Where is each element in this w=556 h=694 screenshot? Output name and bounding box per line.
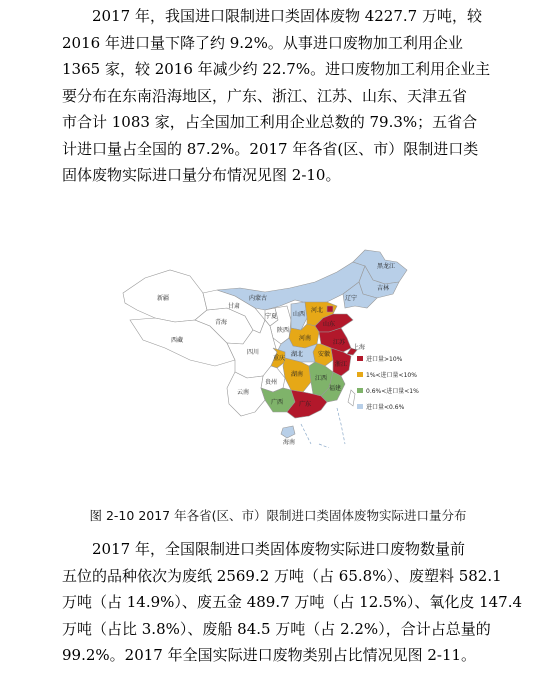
legend-swatch	[357, 356, 363, 361]
text-line: 2017 年，全国限制进口类固体废物实际进口废物数量前	[92, 540, 465, 558]
paragraph-1	[62, 3, 492, 189]
text-line: 万吨（占比 3.8%）、废船 84.5 万吨（占 2.2%），合计占总量的	[62, 619, 491, 638]
text-line: 计进口量占全国的 87.2%。2017 年各省(区、市）限制进口类	[62, 139, 479, 158]
legend-swatch	[357, 388, 363, 393]
label-jiangxi: 江西	[315, 375, 328, 382]
legend-label: 进口量>10%	[366, 356, 403, 363]
label-liaoning: 辽宁	[345, 295, 358, 302]
text-line: 万吨（占 14.9%）、废五金 489.7 万吨（占 12.5%）、氧化皮 147.4	[62, 593, 523, 611]
label-hubei: 湖北	[291, 351, 304, 358]
legend-swatch	[357, 372, 363, 377]
text-line: 固体废物实际进口量分布情况见图 2-10。	[62, 166, 341, 184]
region-tianjin	[327, 306, 333, 312]
label-heilongjiang: 黑龙江	[377, 263, 396, 270]
label-guangdong: 广东	[299, 401, 312, 408]
text-line: 要分布在东南沿海地区，广东、浙江、江苏、山东、天津五省	[62, 86, 468, 105]
legend-label: 进口量<0.6%	[366, 404, 405, 411]
region-taiwan	[348, 390, 355, 406]
map-svg	[115, 248, 435, 448]
label-fujian: 福建	[329, 385, 342, 392]
legend-label: 1%<进口量<10%	[366, 372, 417, 379]
label-gansu: 甘肃	[228, 303, 241, 310]
label-shandong: 山东	[323, 321, 336, 328]
label-jiangsu: 江苏	[333, 339, 346, 346]
label-zhejiang: 浙江	[335, 361, 348, 368]
label-xinjiang: 新疆	[157, 295, 170, 302]
text-line: 2016 年进口量下降了约 9.2%。从事进口废物加工利用企业	[62, 33, 463, 52]
label-guizhou: 贵州	[265, 379, 278, 386]
legend-label: 0.6%<进口量<1%	[366, 388, 419, 395]
label-qinghai: 青海	[215, 319, 228, 326]
label-anhui: 安徽	[318, 351, 331, 358]
region-hainan	[281, 426, 295, 438]
figure-caption: 图 2-10 2017 年各省(区、市）限制进口类固体废物实际进口量分布	[89, 508, 467, 523]
text-line: 市合计 1083 家，占全国加工利用企业总数的 79.3%；五省合	[62, 113, 478, 131]
text-line: 五位的品种依次为废纸 2569.2 万吨（占 65.8%）、废塑料 582.1	[62, 566, 502, 585]
legend-swatch	[357, 404, 363, 409]
label-hunan: 湖南	[291, 371, 304, 378]
label-xizang: 西藏	[171, 337, 184, 344]
label-jilin: 吉林	[377, 285, 390, 292]
label-shanghai: 上海	[353, 344, 366, 351]
text-line: 99.2%。2017 年全国实际进口废物类别占比情况见图 2-11。	[62, 646, 477, 664]
label-shaanxi: 陕西	[277, 327, 290, 334]
paragraph-2	[62, 536, 523, 669]
label-henan: 河南	[299, 335, 312, 342]
label-sichuan: 四川	[247, 349, 260, 356]
label-neimenggu: 内蒙古	[249, 295, 268, 302]
text-line: 1365 家，较 2016 年减少约 22.7%。进口废物加工利用企业主	[62, 60, 491, 78]
label-hebei: 河北	[311, 307, 324, 314]
label-shanxi: 山西	[293, 311, 306, 318]
label-yunnan: 云南	[237, 389, 250, 396]
map-legend	[357, 355, 419, 411]
label-chongqing: 重庆	[273, 355, 286, 362]
china-import-map	[115, 248, 435, 448]
label-hainan: 海南	[283, 439, 296, 446]
text-line: 2017 年，我国进口限制进口类固体废物 4227.7 万吨，较	[92, 7, 482, 25]
label-ningxia: 宁夏	[265, 313, 278, 320]
label-guangxi: 广西	[271, 399, 284, 406]
